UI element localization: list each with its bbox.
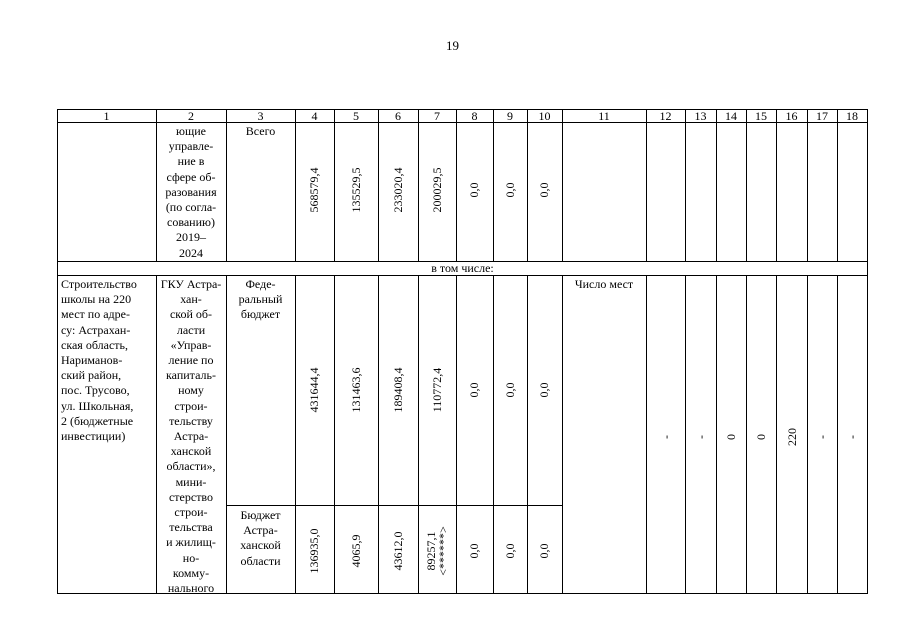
column-header: 17	[816, 109, 828, 123]
funding-source-total: Всего	[245, 124, 276, 138]
column-divider	[562, 109, 563, 261]
total-value: 233020,4	[391, 167, 405, 213]
regional-value: 0,0	[537, 543, 551, 559]
column-divider	[646, 109, 647, 261]
column-header: 1	[103, 109, 110, 123]
column-header: 16	[785, 109, 798, 123]
column-divider	[716, 109, 717, 261]
column-divider	[685, 109, 686, 261]
column-header: 13	[694, 109, 707, 123]
column-divider	[295, 275, 296, 593]
federal-value: 431644,4	[307, 367, 321, 413]
total-value: 0,0	[467, 182, 481, 198]
column-header: 6	[395, 109, 401, 123]
regional-value: 0,0	[467, 543, 481, 559]
column-divider	[378, 275, 379, 593]
column-header: 4	[311, 109, 318, 123]
table-right-border	[867, 109, 868, 593]
regional-value: 136935,0	[307, 528, 321, 574]
column-divider	[562, 275, 563, 593]
column-divider	[685, 275, 686, 593]
column-divider	[527, 275, 528, 593]
federal-value: 131463,6	[349, 367, 363, 413]
federal-value: 110772,4	[430, 367, 444, 413]
federal-value: 0,0	[537, 382, 551, 398]
column-header: 3	[257, 109, 264, 123]
column-header: 11	[598, 109, 610, 123]
column-divider	[746, 109, 747, 261]
column-header: 18	[846, 109, 858, 123]
column-header: 15	[755, 109, 767, 123]
column-divider	[776, 275, 777, 593]
total-value: 0,0	[537, 182, 551, 198]
indicator-value: -	[659, 435, 673, 439]
column-header: 9	[507, 109, 513, 123]
indicator-value: 0	[754, 434, 768, 440]
budget-split-divider	[226, 505, 562, 506]
column-header: 14	[725, 109, 737, 123]
object-description: Строительство школы на 220 мест по адре- су: Астрахан- ская область, Нариманов- ский район, пос. Трусово, ул. Школьная, 2 (бюджетные инвестиции)	[61, 277, 137, 444]
column-divider	[746, 275, 747, 593]
regional-value: 43612,0	[391, 531, 405, 571]
column-header: 10	[538, 109, 551, 123]
funding-source-federal: Феде- ральный бюджет	[238, 277, 283, 322]
indicator-value: 220	[785, 428, 799, 446]
executor-continued: ющие управле- ние в сфере об- разования (по согла- сованию) 2019– 2024	[165, 124, 217, 260]
column-divider	[493, 275, 494, 593]
federal-value: 0,0	[467, 382, 481, 398]
column-divider	[807, 109, 808, 261]
column-divider	[646, 275, 647, 593]
indicator-value: -	[815, 435, 829, 439]
regional-value: 4065,9	[349, 534, 363, 568]
subheader-including: в том числе:	[431, 261, 494, 275]
total-value: 200029,5	[430, 167, 444, 213]
regional-value: 89257,1 <******>	[424, 526, 450, 576]
table-left-border	[57, 109, 58, 593]
column-divider	[334, 109, 335, 261]
column-header: 8	[471, 109, 478, 123]
federal-value: 189408,4	[391, 367, 405, 413]
total-value: 0,0	[503, 182, 517, 198]
column-divider	[334, 275, 335, 593]
column-divider	[527, 109, 528, 261]
column-divider	[295, 109, 296, 261]
column-divider	[456, 109, 457, 261]
regional-value: 0,0	[503, 543, 517, 559]
column-divider	[418, 275, 419, 593]
column-divider	[716, 275, 717, 593]
funding-source-regional: Бюджет Астра- ханской области	[240, 508, 281, 568]
column-header: 12	[659, 109, 672, 123]
column-divider	[418, 109, 419, 261]
column-header: 5	[353, 109, 359, 123]
federal-value: 0,0	[503, 382, 517, 398]
indicator-value: -	[845, 435, 859, 439]
column-divider	[837, 275, 838, 593]
indicator-name: Число мест	[574, 277, 634, 291]
indicator-value: 0	[724, 434, 738, 440]
executor-description: ГКУ Астра- хан- ской об- ласти «Управ- ление по капиталь- ному строи- тельству Астра- ханской области», мини- стерство строи- тельства и жилищ- но- комму- нального	[160, 277, 222, 596]
total-value: 568579,4	[307, 167, 321, 213]
column-divider	[807, 275, 808, 593]
column-header: 2	[188, 109, 194, 123]
column-divider	[456, 275, 457, 593]
total-value: 135529,5	[349, 167, 363, 213]
column-divider	[493, 109, 494, 261]
column-header: 7	[434, 109, 440, 123]
column-divider	[378, 109, 379, 261]
column-divider	[837, 109, 838, 261]
column-divider	[776, 109, 777, 261]
page-number: 19	[446, 38, 459, 53]
indicator-value: -	[694, 435, 708, 439]
